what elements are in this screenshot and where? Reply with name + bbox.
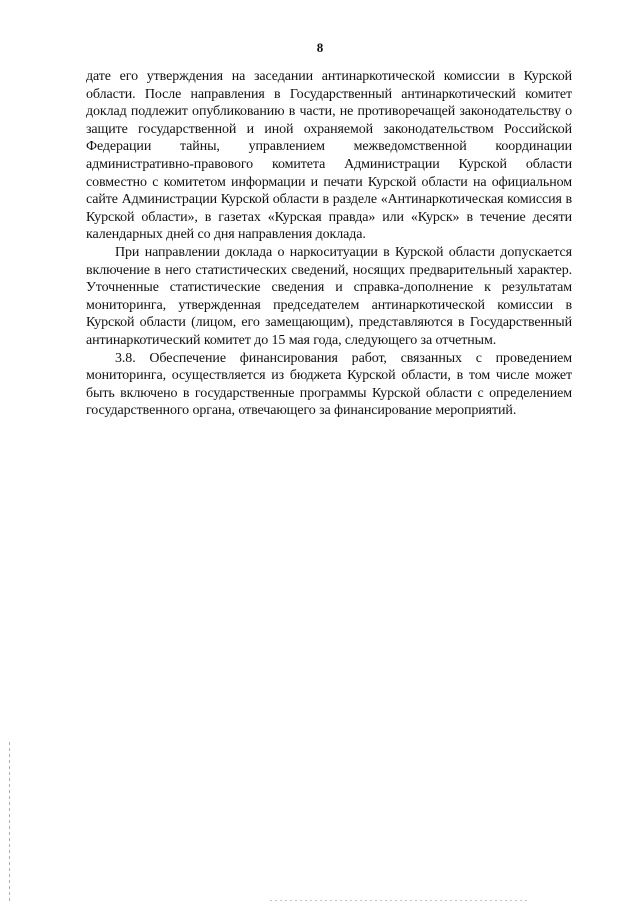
paragraph-continuation: дате его утверждения на заседании антинаркотической комиссии в Курской области. После направления в Государственный антинаркотический комитет доклад подлежит опубликованию в части, не противоречащей законодательству о защите государственной и иной охраняемой законодательством Российской Федерации тайны, управлением межведомственной координации административно-правового комитета Администрации Курской области совместно с комитетом информации и печати Курской области на официальном сайте Администрации Курской области в разделе «Антинаркотическая комиссия в Курской области», в газетах «Курская правда» или «Курск» в течение десяти календарных дней со дня направления доклада. [86,69,572,243]
document-body [86,68,572,420]
scan-bottom-mark [270,900,530,901]
paragraph-financing: 3.8. Обеспечение финансирования работ, связанных с проведением мониторинга, осуществляется из бюджета Курской области, в том числе может быть включено в государственные программы Курской области с определением государственного органа, отвечающего за финансирование мероприятий. [86,350,572,419]
scan-edge-mark [9,742,10,902]
paragraph-report-statistics: При направлении доклада о наркоситуации в Курской области допускается включение в него статистических сведений, носящих предварительный характер. Уточненные статистические сведения и справка-дополнение к результатам мониторинга, утвержденная председателем антинаркотической комиссии в Курской области (лицом, его замещающим), представляются в Государственный антинаркотический комитет до 15 мая года, следующего за отчетным. [86,244,572,348]
page-number: 8 [316,40,324,55]
